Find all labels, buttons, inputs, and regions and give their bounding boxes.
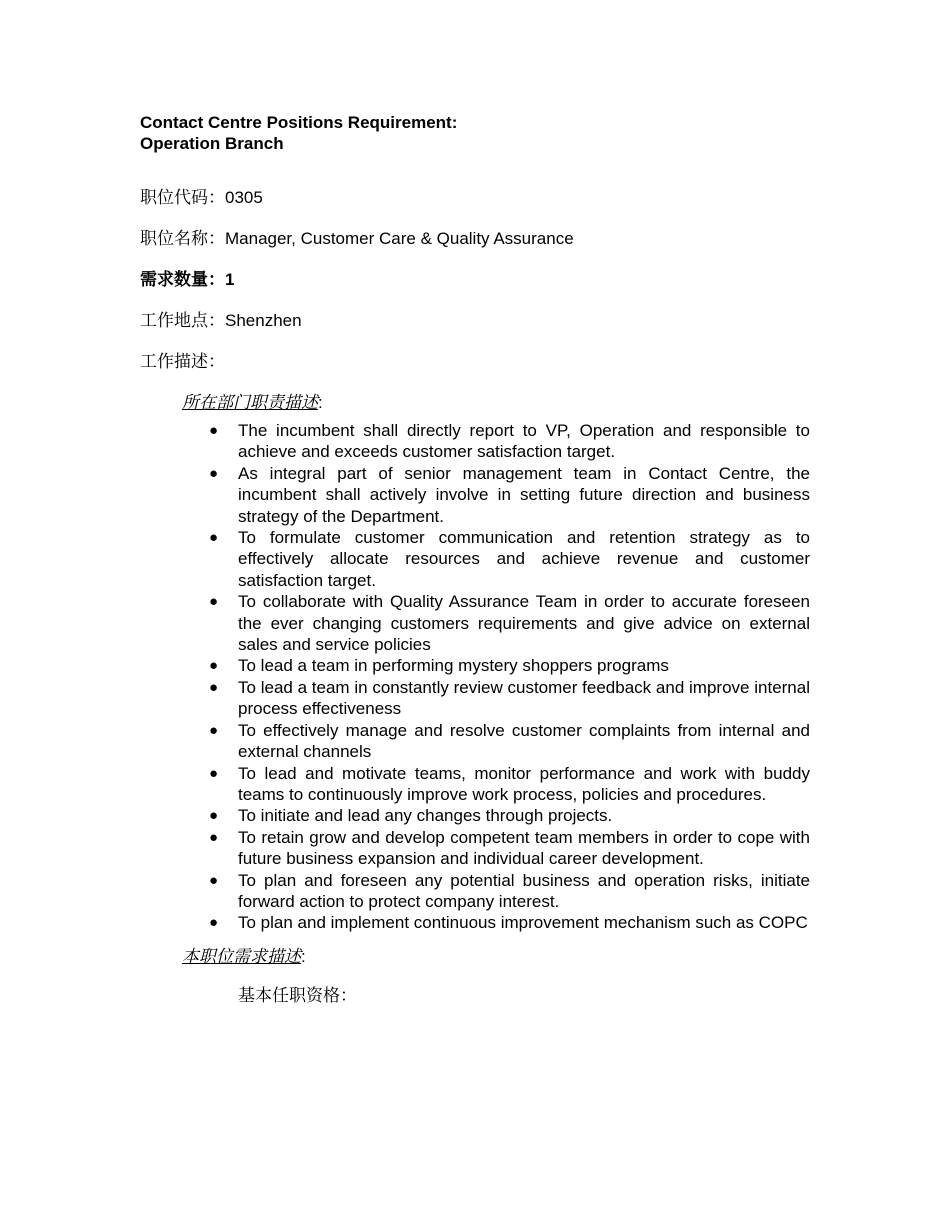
bullet-icon: ● [209, 871, 219, 889]
bullet-icon: ● [209, 807, 219, 825]
list-item: ● To effectively manage and resolve customer complaints from internal and external channels [209, 720, 810, 762]
bullet-icon: ● [209, 657, 219, 675]
position-name-row [140, 228, 810, 249]
list-item: ● To plan and foreseen any potential business and operation risks, initiate forward action to protect company interest. [209, 870, 810, 911]
list-item: ● To collaborate with Quality Assurance Team in order to accurate foreseen the ever changing customers requirements and give advice on external sales and service policies [209, 592, 810, 655]
headcount-value: 1 [225, 270, 235, 289]
bullet-icon: ● [209, 828, 219, 846]
list-item: ● To lead a team in constantly review customer feedback and improve internal process effectiveness [209, 677, 810, 719]
position-name-value: Manager, Customer Care & Quality Assurance [225, 229, 574, 248]
position-name-label: 职位名称： [140, 229, 225, 248]
bullet-icon: ● [209, 464, 219, 482]
location-row [140, 310, 810, 331]
position-code-value: 0305 [225, 188, 263, 207]
position-code-label: 职位代码： [140, 188, 225, 207]
position-requirements-heading [182, 946, 810, 967]
job-description-label: 工作描述： [140, 352, 225, 371]
bullet-icon: ● [209, 529, 219, 547]
department-duties-heading [182, 392, 810, 413]
document-page [140, 112, 810, 1007]
bullet-icon: ● [209, 764, 219, 782]
bullet-icon: ● [209, 422, 219, 439]
location-label: 工作地点： [140, 311, 225, 330]
list-item: ● To lead and motivate teams, monitor performance and work with buddy teams to continuously improve work process, policies and procedures. [209, 763, 810, 804]
list-item: ● To initiate and lead any changes through projects. [209, 806, 613, 826]
list-item: ● To formulate customer communication and retention strategy as to effectively allocate resources and achieve revenue and customer satisfaction target. [209, 528, 810, 590]
bullet-icon: ● [209, 593, 219, 611]
list-item: ● The incumbent shall directly report to VP, Operation and responsible to achieve and exceeds customer satisfaction target. [209, 421, 810, 462]
title-line-1: Contact Centre Positions Requirement: [140, 113, 458, 132]
bullet-icon: ● [209, 914, 219, 932]
position-requirements-heading-text: 本职位需求描述 [182, 946, 301, 966]
position-code-row [140, 187, 810, 208]
department-duties-heading-text: 所在部门职责描述 [182, 393, 318, 412]
location-value: Shenzhen [225, 311, 302, 330]
department-duties-list [209, 420, 810, 934]
list-item: ● To retain grow and develop competent team members in order to cope with future business expansion and individual career development. [209, 827, 810, 869]
position-requirements-heading-colon: : [301, 946, 306, 966]
title-line-2: Operation Branch [140, 134, 284, 153]
list-item: ● As integral part of senior management team in Contact Centre, the incumbent shall actively involve in setting future direction and business strategy of the Department. [209, 463, 810, 526]
bullet-icon: ● [209, 721, 219, 739]
document-title [140, 112, 810, 154]
headcount-label: 需求数量： [140, 270, 225, 289]
bullet-icon: ● [209, 678, 219, 696]
list-item: ● To plan and implement continuous improvement mechanism such as COPC [209, 913, 808, 933]
headcount-row [140, 269, 810, 290]
department-duties-heading-colon: : [318, 393, 323, 412]
basic-qualifications-heading: 基本任职资格： [238, 985, 357, 1006]
list-item: ● To lead a team in performing mystery shoppers programs [209, 656, 669, 676]
